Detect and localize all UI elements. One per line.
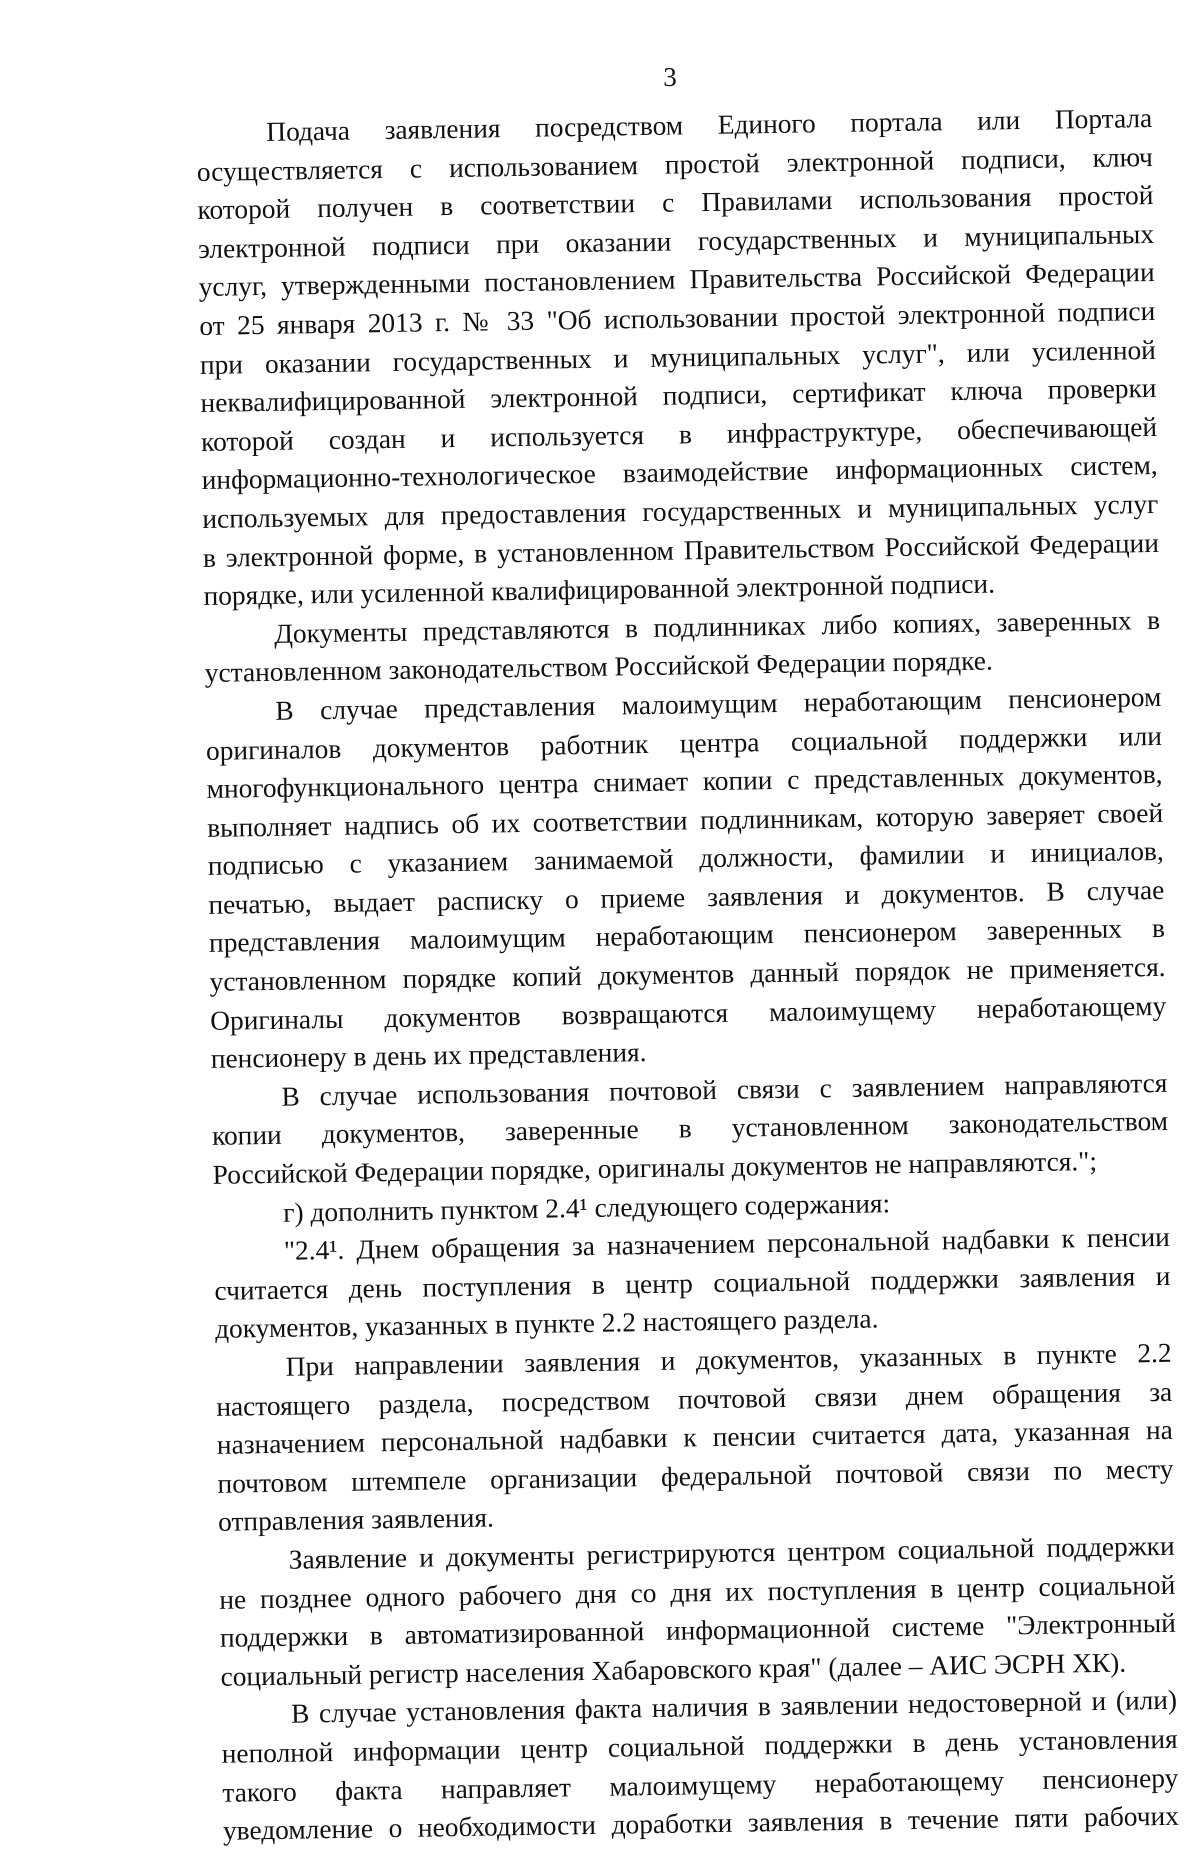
text-line: назначением персональной надбавки к пенсии считается дата, указанная на [216,1415,1174,1461]
text-line: "2.4¹. Днем обращения за назначением персональной надбавки к пенсии [283,1222,1170,1266]
text-line: г) дополнить пунктом 2.4¹ следующего содержания: [283,1187,891,1228]
text-line: считается день поступления в центр социальной поддержки заявления и [214,1260,1171,1306]
text-line: поддержки в автоматизированной информационной системе "Электронный [219,1607,1177,1653]
text-line: Подача заявления посредством Единого портала или Портала [266,102,1153,147]
text-line: выполняет надпись об их соответствии подлинникам, которую заверяет своей [206,797,1164,843]
text-line: такого факта направляет малоимущему неработающему пенсионеру [222,1762,1179,1808]
paragraph [211,1064,1169,1195]
text-line: документов, указанных в пункте 2.2 настоящего раздела. [214,1303,879,1345]
text-line: многофункционального центра снимает копии с представленных документов, [206,758,1163,805]
text-line: копии документов, заверенные в установленном законодательством [211,1106,1169,1152]
paragraph [196,99,1160,616]
paragraph [221,1681,1179,1850]
paragraph [205,678,1167,1079]
text-line: В случае установления факта наличия в заявлении недостоверной и (или) [290,1685,1178,1730]
page-number: 3 [663,62,677,92]
text-line: электронной подписи при оказании государственных и муниципальных [197,218,1155,264]
text-line: неполной информации центр социальной поддержки в день установления [221,1723,1178,1769]
text-line: настоящего раздела, посредством почтовой связи днем обращения за [216,1376,1173,1422]
text-line: информационно-технологическое взаимодействие информационных систем, [201,450,1158,496]
text-line: которой получен в соответствии с Правилами использования простой [197,180,1154,226]
text-line: в электронной форме, в установленном Правительством Российской Федерации [202,527,1160,573]
text-line: порядке, или усиленной квалифицированной электронной подписи. [203,568,996,612]
text-line: подписью с указанием занимаемой должности, фамилии и инициалов, [207,836,1164,882]
text-line: Российской Федерации порядке, оригиналы документов не направляются."; [212,1146,1098,1190]
text-line: осуществляется с использованием простой электронной подписи, ключ [196,141,1154,187]
text-line: не позднее одного рабочего дня со дня их поступления в центр социальной [219,1569,1176,1615]
text-line: представления малоимущим неработающим пенсионером заверенных в [208,913,1166,959]
text-line: уведомление о необходимости доработки заявления в течение пяти рабочих [222,1800,1180,1846]
text-line: установленном законодательством Российской Федерации порядке. [204,645,993,689]
text-line: пенсионеру в день их представления. [210,1037,647,1075]
text-line: оригиналов документов работник центра социальной поддержки или [205,720,1163,766]
text-line: Документы представляются в подлинниках либо копиях, заверенных в [273,604,1161,649]
paragraph [214,1218,1172,1349]
paragraph [215,1334,1174,1542]
text-line: социальный регистр населения Хабаровского края" (далее – АИС ЭСРН ХК). [220,1647,1127,1692]
text-line: установленном порядке копий документов данный порядок не применяется. [209,951,1166,997]
text-line: В случае использования почтовой связи с заявлением направляются [281,1067,1168,1112]
text-line: используемых для предоставления государственных и муниципальных услуг [202,488,1159,534]
text-line: В случае представления малоимущим неработающим пенсионером [275,681,1162,726]
paragraph [204,601,1161,693]
text-line: отправления заявления. [217,1502,495,1538]
text-line: неквалифицированной электронной подписи, сертификат ключа проверки [200,373,1157,419]
text-line: почтовом штемпеле организации федеральной почтовой связи по месту [217,1453,1174,1499]
text-line: от 25 января 2013 г. № 33 "Об использовании простой электронной подписи [199,295,1156,341]
text-line: Оригиналы документов возвращаются малоимущему неработающему [210,990,1167,1036]
text-line: Заявление и документы регистрируются центром социальной поддержки [288,1530,1175,1575]
text-line: при оказании государственных и муниципальных услуг", или усиленной [199,334,1157,380]
document-body [196,99,1179,1851]
text-line: которой создан и используется в инфраструктуре, обеспечивающей [200,411,1158,457]
text-line: печатью, выдает расписку о приеме заявления и документов. В случае [208,874,1165,920]
paragraph [218,1527,1176,1696]
text-line: услуг, утвержденными постановлением Правительства Российской Федерации [198,257,1155,303]
text-line: При направлении заявления и документов, указанных в пункте 2.2 [285,1337,1172,1382]
